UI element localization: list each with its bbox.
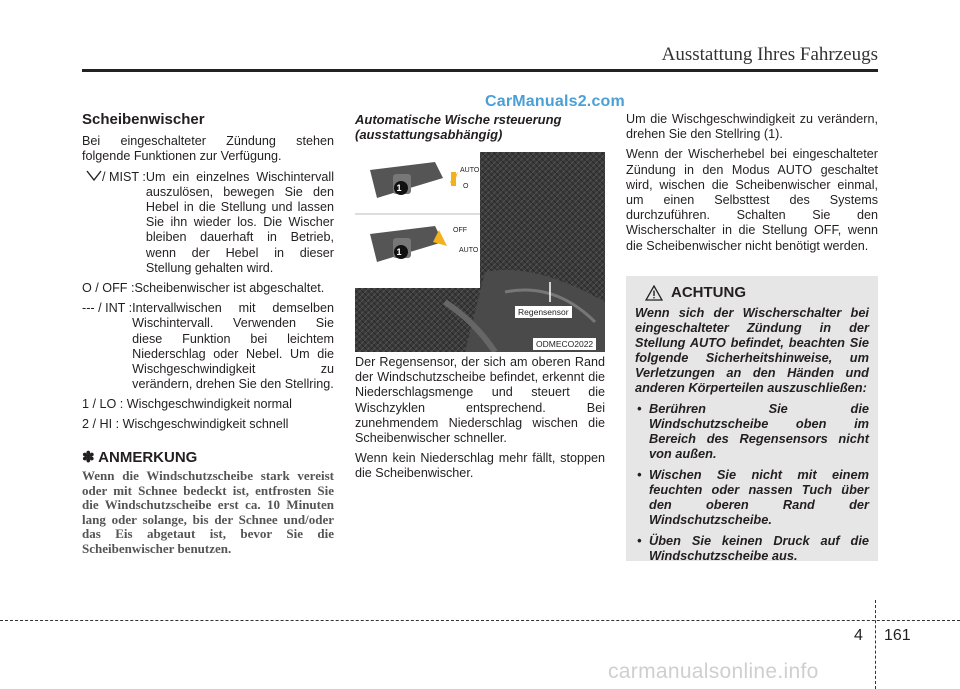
- function-key: / MIST :: [82, 170, 146, 276]
- label-o: O: [463, 183, 469, 190]
- rain-sensor-text: [355, 355, 605, 487]
- function-int: [82, 301, 334, 392]
- figure-code: ODMECO2022: [533, 338, 596, 350]
- intro-paragraph: Bei eingeschalteter Zündung stehen folgende Funktionen zur Verfügung.: [82, 134, 334, 164]
- caution-item: • Wischen Sie nicht mit einem feuchten oder nassen Tuch über den oberen Rand der Windschutzscheibe.: [635, 467, 869, 527]
- speed-lo: 1 / LO : Wischgeschwindigkeit normal: [82, 397, 292, 412]
- caution-box: [626, 276, 878, 561]
- notice-heading: ✽ ANMERKUNG: [82, 448, 198, 466]
- brand-watermark: carmanualsonline.info: [608, 660, 819, 683]
- label-auto-bottom: AUTO: [459, 247, 479, 254]
- watermark: CarManuals2.com: [485, 93, 625, 110]
- caution-body: [635, 305, 869, 563]
- footer-rule: [0, 620, 960, 621]
- caution-intro: Wenn sich der Wischerschalter bei eingeschalteter Zündung in der Stellung AUTO befindet, beachten Sie folgende Sicherheitshinweise, um Verletzungen an den Händen und anderen Körperteilen auszuschließen:: [635, 305, 869, 395]
- badge-1-bottom: 1: [396, 247, 402, 257]
- caution-list: [635, 401, 869, 563]
- wiper-illustration: [355, 152, 605, 352]
- running-header: Ausstattung Ihres Fahrzeugs: [661, 44, 878, 65]
- caution-header: [645, 284, 869, 301]
- page-number: 161: [884, 627, 911, 644]
- caution-item: • Berühren Sie die Windschutzscheibe oben im Bereich des Regensensors nicht von außen.: [635, 401, 869, 461]
- section-heading: Scheibenwischer: [82, 111, 205, 128]
- auto-mode-paragraph: Wenn der Wischerhebel bei eingeschalteter Zündung in den Modus AUTO geschaltet wird, wischen die Scheibenwischer einmal, um einen Selbsttest des Systems durchzuführen. Schalten Sie den Wischerschalter in die Stellung OFF, wenn die Scheibenwischer nicht benötigt werden.: [626, 147, 878, 253]
- caution-heading: ACHTUNG: [671, 284, 746, 301]
- function-off: [82, 281, 334, 296]
- wiper-figure: [355, 152, 605, 352]
- right-column: [626, 112, 878, 259]
- ring-paragraph: Um die Wischgeschwindigkeit zu verändern, drehen Sie den Stellring (1).: [626, 112, 878, 142]
- badge-1-top: 1: [396, 183, 402, 193]
- label-auto-top: AUTO: [460, 167, 480, 174]
- speed-hi: 2 / HI : Wischgeschwindigkeit schnell: [82, 416, 289, 431]
- left-column: [82, 112, 334, 557]
- notice-body: Wenn die Windschutzscheibe stark vereist oder mit Schnee bedeckt ist, entfrosten Sie die Windschutzscheibe erst ca. 10 Minuten lang oder solange, bis der Schnee und/oder das Eis abgetaut ist, bevor Sie die Scheibenwischer benutzen.: [82, 468, 334, 557]
- footer-divider: [875, 600, 876, 689]
- function-description: Um ein einzelnes Wischintervall auszulösen, bewegen Sie den Hebel in die Stellung und lassen Sie ihn wieder los. Die Wischer bleiben dauerhaft in Betrieb, wenn der Hebel in dieser Stellung gehalten wird.: [145, 169, 334, 275]
- caution-item: • Üben Sie keinen Druck auf die Windschutzscheibe aus.: [635, 533, 869, 563]
- function-description: Scheibenwischer ist abgeschaltet.: [134, 281, 325, 296]
- header-rule: [82, 69, 878, 72]
- warning-triangle-icon: [645, 285, 663, 301]
- subsection-heading: Automatische Wische rsteuerung (ausstattungsabhängig): [355, 112, 562, 142]
- function-key: O / OFF :: [82, 281, 135, 296]
- label-off: OFF: [453, 227, 467, 234]
- function-mist: [82, 170, 334, 276]
- mist-chevron-icon: [86, 170, 102, 182]
- function-key: --- / INT :: [82, 301, 133, 316]
- rain-stop-paragraph: Wenn kein Niederschlag mehr fällt, stoppen die Scheibenwischer.: [355, 451, 605, 481]
- sensor-label: Regensensor: [515, 306, 572, 318]
- function-description: Intervallwischen mit demselben Wischintervall. Verwenden Sie diese Funktion bei leichtem Niederschlag oder Nebel. Um die Wischgeschwindigkeit zu verändern, drehen Sie den Stellring.: [132, 301, 334, 392]
- chapter-number: 4: [854, 627, 863, 644]
- rain-sensor-paragraph: Der Regensensor, der sich am oberen Rand der Windschutzscheibe befindet, erkennt die Niederschlagsmenge und steuert die Wischzyklen entsprechend. Bei zunehmendem Niederschlag wischen die Scheibenwischer schneller.: [355, 355, 605, 446]
